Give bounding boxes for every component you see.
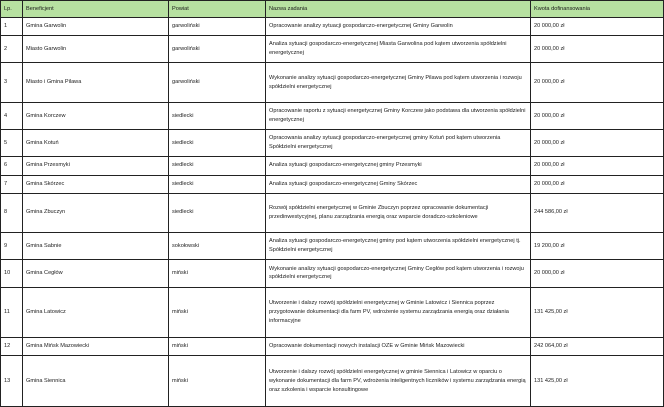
cell-kwota: 131 425,00 zł [531, 356, 664, 407]
cell-beneficjent: Gmina Przesmyki [23, 157, 169, 175]
cell-nazwa-zadania: Wykonanie analizy sytuacji gospodarczo-energetycznej Gminy Pilawa pod kątem utworzenia i rozwoju spółdzielni energetycznej [266, 63, 531, 102]
cell-lp: 1 [1, 18, 23, 36]
cell-lp: 10 [1, 260, 23, 287]
cell-lp: 11 [1, 287, 23, 338]
cell-nazwa-zadania: Analiza sytuacji gospodarczo-energetycznej Gminy Skórzec [266, 175, 531, 193]
cell-nazwa-zadania: Opracowanie raportu z sytuacji energetycznej Gminy Korczew jako podstawa dla utworzenia spółdzielni energetycznej [266, 102, 531, 129]
cell-powiat: sokołowski [169, 233, 266, 260]
table-row [1, 175, 664, 193]
header-row [1, 1, 664, 18]
cell-lp: 2 [1, 36, 23, 63]
cell-beneficjent: Gmina Garwolin [23, 18, 169, 36]
cell-beneficjent: Miasto Garwolin [23, 36, 169, 63]
cell-powiat: miński [169, 338, 266, 356]
table-row [1, 233, 664, 260]
cell-powiat: siedlecki [169, 130, 266, 157]
cell-kwota: 242 064,00 zł [531, 338, 664, 356]
cell-lp: 3 [1, 63, 23, 102]
cell-kwota: 20 000,00 zł [531, 260, 664, 287]
cell-nazwa-zadania: Opracowanie dokumentacji nowych instalacji OZE w Gminie Mińsk Mazowiecki [266, 338, 531, 356]
table-row [1, 356, 664, 407]
cell-powiat: garwoliński [169, 63, 266, 102]
cell-powiat: garwoliński [169, 18, 266, 36]
cell-lp: 4 [1, 102, 23, 129]
cell-lp: 6 [1, 157, 23, 175]
cell-kwota: 20 000,00 zł [531, 130, 664, 157]
cell-nazwa-zadania: Wykonanie analizy sytuacji gospodarczo-energetycznej Gminy Cegłów pod kątem utworzenia i rozwoju spółdzielni energetycznej [266, 260, 531, 287]
cell-beneficjent: Gmina Skórzec [23, 175, 169, 193]
cell-nazwa-zadania: Opracowania analizy sytuacji gospodarczo-energetycznej gminy Kotuń pod kątem utworzenia Spółdzielni energetycznej [266, 130, 531, 157]
cell-powiat: siedlecki [169, 102, 266, 129]
cell-beneficjent: Gmina Mińsk Mazowiecki [23, 338, 169, 356]
cell-kwota: 19 200,00 zł [531, 233, 664, 260]
cell-nazwa-zadania: Analiza sytuacji gospodarczo-energetycznej gminy pod kątem utworzenia spółdzielni energetycznej tj. Spółdzielni energetycznej [266, 233, 531, 260]
table-row [1, 36, 664, 63]
cell-lp: 13 [1, 356, 23, 407]
cell-kwota: 244 586,00 zł [531, 193, 664, 232]
cell-powiat: siedlecki [169, 157, 266, 175]
header-nazwa-zadania: Nazwa zadania [266, 1, 531, 18]
cell-nazwa-zadania: Rozwój spółdzielni energetycznej w Gminie Zbuczyn poprzez opracowanie dokumentacji przedinwestycyjnej, planu zarządzania energią oraz wsparcie doradczo-szkoleniowe [266, 193, 531, 232]
table-row [1, 63, 664, 102]
cell-nazwa-zadania: Utworzenie i dalszy rozwój spółdzielni energetycznej w Gminie Latowicz i Siennica poprzez przygotowanie dokumentacji dla farm PV, wdrożenie systemu zarządzania energią oraz działania informacyjne [266, 287, 531, 338]
cell-kwota: 20 000,00 zł [531, 18, 664, 36]
cell-powiat: siedlecki [169, 193, 266, 232]
cell-kwota: 20 000,00 zł [531, 63, 664, 102]
table-row [1, 260, 664, 287]
table-row [1, 287, 664, 338]
cell-lp: 7 [1, 175, 23, 193]
table-row [1, 130, 664, 157]
cell-beneficjent: Gmina Kotuń [23, 130, 169, 157]
header-powiat: Powiat [169, 1, 266, 18]
cell-powiat: miński [169, 287, 266, 338]
cell-kwota: 20 000,00 zł [531, 102, 664, 129]
cell-powiat: garwoliński [169, 36, 266, 63]
cell-beneficjent: Gmina Latowicz [23, 287, 169, 338]
table-row [1, 338, 664, 356]
table-row [1, 193, 664, 232]
cell-powiat: miński [169, 260, 266, 287]
header-beneficjent: Beneficjent [23, 1, 169, 18]
cell-beneficjent: Gmina Sabnie [23, 233, 169, 260]
cell-nazwa-zadania: Analiza sytuacji gospodarczo-energetycznej Miasta Garwolina pod kątem utworzenia spółdzielni energetycznej [266, 36, 531, 63]
cell-nazwa-zadania: Analiza sytuacji gospodarczo-energetycznej gminy Przesmyki [266, 157, 531, 175]
table-row [1, 157, 664, 175]
cell-kwota: 131 425,00 zł [531, 287, 664, 338]
cell-lp: 8 [1, 193, 23, 232]
cell-beneficjent: Gmina Zbuczyn [23, 193, 169, 232]
cell-lp: 9 [1, 233, 23, 260]
header-lp: Lp. [1, 1, 23, 18]
cell-kwota: 20 000,00 zł [531, 36, 664, 63]
cell-kwota: 20 000,00 zł [531, 157, 664, 175]
cell-beneficjent: Gmina Cegłów [23, 260, 169, 287]
cell-nazwa-zadania: Opracowanie analizy sytuacji gospodarczo-energetycznej Gminy Garwolin [266, 18, 531, 36]
table-row [1, 102, 664, 129]
header-kwota: Kwota dofinansowania [531, 1, 664, 18]
cell-beneficjent: Gmina Siennica [23, 356, 169, 407]
cell-beneficjent: Gmina Korczew [23, 102, 169, 129]
cell-nazwa-zadania: Utworzenie i dalszy rozwój spółdzielni energetycznej w gminie Siennica i Latowicz w oparciu o wykonanie dokumentacji dla farm PV, wdrożenia inteligentnych liczników i systemu zarządzania energią oraz szkolenia i wsparcie konsultingowe [266, 356, 531, 407]
cell-beneficjent: Miasto i Gmina Pilawa [23, 63, 169, 102]
table-row [1, 18, 664, 36]
cell-powiat: siedlecki [169, 175, 266, 193]
cell-lp: 5 [1, 130, 23, 157]
cell-lp: 12 [1, 338, 23, 356]
cell-powiat: miński [169, 356, 266, 407]
cell-kwota: 20 000,00 zł [531, 175, 664, 193]
